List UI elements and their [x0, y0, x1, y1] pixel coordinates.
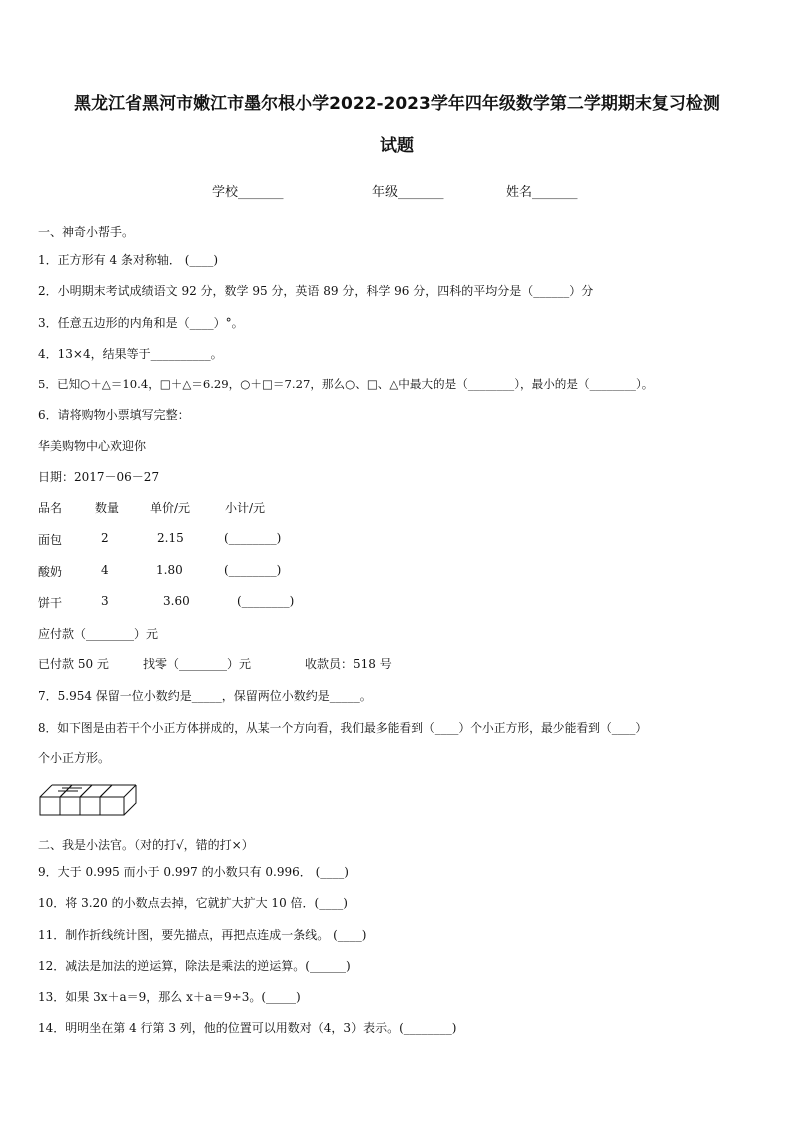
- receipt-header-subtotal: 小计/元: [225, 501, 266, 515]
- question-5: 5．已知○＋△＝10.4，□＋△＝6.29，○＋□＝7.27，那么○、□、△中最大的是（________），最小的是（________）。: [38, 377, 654, 391]
- question-14: 14．明明坐在第 4 行第 3 列，他的位置可以用数对（4，3）表示。(________): [38, 1021, 457, 1035]
- question-9: 9．大于 0.995 而小于 0.997 的小数只有 0.996． (____): [38, 865, 349, 879]
- receipt-row-name: 饼干: [38, 596, 63, 610]
- receipt-change: 找零（________）元: [143, 657, 252, 671]
- cube-front: [80, 797, 100, 815]
- receipt-row-subtotal: (________): [224, 531, 282, 545]
- question-1: 1．正方形有 4 条对称轴． (____): [38, 253, 219, 267]
- receipt-row-qty: 4: [101, 563, 109, 577]
- receipt-row-qty: 3: [101, 594, 109, 608]
- receipt-header-price: 单价/元: [150, 501, 191, 515]
- title-line-1: 黑龙江省黑河市嫩江市墨尔根小学2022-2023学年四年级数学第二学期期末复习检测: [74, 94, 720, 114]
- cube-figure: [36, 781, 140, 817]
- question-11: 11．制作折线统计图，要先描点，再把点连成一条线。 (____): [38, 928, 367, 942]
- receipt-header-name: 品名: [38, 501, 63, 515]
- receipt-row-subtotal: (________): [224, 563, 282, 577]
- title-line-2: 试题: [380, 136, 414, 156]
- grade-field: 年级_______: [372, 185, 444, 200]
- question-7: 7．5.954 保留一位小数约是_____，保留两位小数约是_____。: [38, 689, 372, 703]
- receipt-row-price: 1.80: [156, 563, 183, 577]
- question-6: 6．请将购物小票填写完整：: [38, 408, 190, 422]
- question-13: 13．如果 3x＋a＝9，那么 x＋a＝9÷3。(_____): [38, 990, 301, 1004]
- name-field: 姓名_______: [506, 185, 578, 200]
- question-3: 3．任意五边形的内角和是（____）°。: [38, 316, 244, 330]
- receipt-paid: 已付款 50 元: [38, 657, 109, 671]
- receipt-row-name: 面包: [38, 533, 63, 547]
- receipt-cashier: 收款员：518 号: [305, 657, 392, 671]
- receipt-store: 华美购物中心欢迎你: [38, 439, 147, 453]
- cube-front: [60, 797, 80, 815]
- receipt-row-price: 3.60: [163, 594, 190, 608]
- receipt-row-subtotal: (________): [237, 594, 295, 608]
- cube-front: [100, 797, 124, 815]
- question-2: 2．小明期末考试成绩语文 92 分，数学 95 分，英语 89 分，科学 96 分，四科的平均分是（______）分: [38, 284, 594, 298]
- school-field: 学校_______: [212, 185, 284, 200]
- cube-front-left: [40, 797, 60, 815]
- question-12: 12．减法是加法的逆运算，除法是乘法的逆运算。(______): [38, 959, 351, 973]
- receipt-row-name: 酸奶: [38, 565, 63, 579]
- receipt-payable: 应付款（________）元: [38, 627, 159, 641]
- question-10: 10．将 3.20 的小数点去掉，它就扩大扩大 10 倍．(____): [38, 896, 348, 910]
- section-2-heading: 二、我是小法官。（对的打√，错的打×）: [38, 838, 254, 852]
- question-8: 8．如下图是由若干个小正方体拼成的，从某一个方向看，我们最多能看到（____）个小正方形，最少能看到（____）: [38, 721, 648, 735]
- receipt-row-qty: 2: [101, 531, 109, 545]
- question-4: 4．13×4，结果等于__________。: [38, 347, 223, 361]
- receipt-row-price: 2.15: [157, 531, 184, 545]
- section-1-heading: 一、神奇小帮手。: [38, 225, 135, 239]
- question-8-continued: 个小正方形。: [38, 751, 111, 765]
- cube-top-faces: [58, 788, 82, 791]
- receipt-header-qty: 数量: [95, 501, 120, 515]
- receipt-date: 日期：2017－06－27: [38, 470, 160, 484]
